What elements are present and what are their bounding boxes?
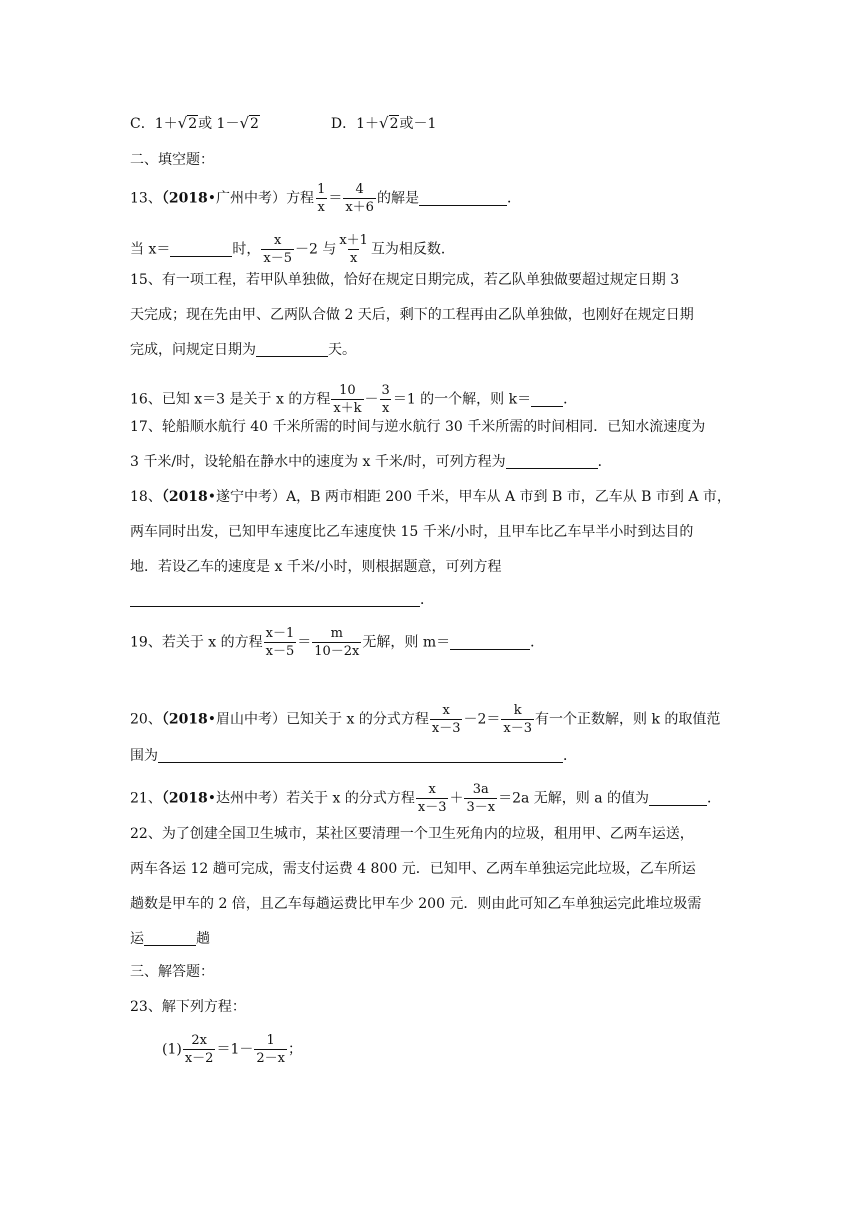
fraction [464, 781, 497, 816]
section-title: 二、填空题： [130, 152, 214, 168]
question-text: 互为相反数． [370, 241, 455, 258]
option-d-tail: 或－1 [399, 116, 437, 132]
numerator: x [273, 233, 282, 248]
fraction [312, 625, 361, 660]
fraction [430, 702, 463, 737]
question-text: 围为 [130, 748, 158, 764]
question-text: 的解是 [376, 190, 419, 207]
part-label: (1) [162, 1041, 182, 1058]
question-20-line-1 [130, 702, 720, 737]
question-16 [130, 382, 577, 417]
source-name: •眉山中考） [207, 711, 287, 728]
question-text: 3 千米/时，设轮船在静水中的速度为 x 千米/时，可列方程为 [130, 454, 506, 470]
numerator: x－1 [265, 626, 295, 641]
radicand: 2 [250, 116, 259, 132]
question-text: 若关于 x 的分式方程 [286, 790, 415, 807]
question-22-line-1: 22、为了创建全国卫生城市，某社区要清理一个卫生死角内的垃圾，租用甲、乙两车运送， [130, 826, 694, 842]
denominator: 2－x [256, 1051, 285, 1066]
question-17-line-1: 17、轮船顺水航行 40 千米所需的时间与逆水航行 30 千米所需的时间相同．已知水流速度为 [130, 419, 706, 435]
numerator: 3a [472, 782, 489, 797]
denominator: x－5 [265, 644, 295, 659]
fraction [501, 702, 534, 737]
question-end: ； [287, 1041, 302, 1058]
denominator: 10－2x [314, 644, 360, 659]
denominator: 3－x [466, 800, 496, 815]
source-name: •遂宁中考） [207, 489, 287, 505]
source-year: （2018 [161, 790, 208, 807]
numerator: x [442, 703, 450, 718]
question-end: ． [563, 391, 578, 408]
question-21 [130, 781, 721, 816]
question-end: ． [563, 748, 577, 764]
question-14 [130, 232, 455, 267]
numerator: x＋1 [339, 233, 368, 248]
question-22-line-3: 趟数是甲车的 2 倍，且乙车每趟运费比甲车少 200 元．则由此可知乙车单独运完此堆垃圾需 [130, 896, 702, 912]
question-text: 19、若关于 x 的方程 [130, 634, 263, 651]
question-20-line-2 [130, 746, 577, 766]
question-text: 趟 [196, 931, 210, 947]
answer-blank[interactable] [450, 635, 530, 650]
fraction [416, 781, 449, 816]
equals-sign: ＝ [297, 634, 312, 651]
question-17-line-2 [130, 452, 612, 472]
answer-blank[interactable] [256, 342, 328, 357]
fraction [261, 232, 294, 267]
answer-blank[interactable] [170, 242, 232, 257]
numerator: 3 [381, 383, 390, 398]
source-name: •广州中考） [207, 190, 287, 207]
denominator: x－3 [503, 721, 532, 736]
question-text: 方程 [286, 190, 315, 207]
answer-blank[interactable] [531, 392, 563, 407]
numerator: 1 [266, 1033, 275, 1048]
denominator: x－3 [431, 721, 461, 736]
question-text: 当 x＝ [130, 241, 171, 258]
question-text: 完成，问规定日期为 [130, 342, 256, 358]
answer-blank[interactable] [649, 791, 707, 806]
answer-blank[interactable] [506, 454, 598, 469]
question-text: 有一个正数解，则 k 的取值范 [535, 711, 721, 728]
source-year: （2018 [161, 190, 208, 207]
question-text: －2＝ [463, 711, 501, 728]
numerator: 1 [317, 182, 326, 197]
fraction [331, 382, 363, 417]
question-text: 已知关于 x 的分式方程 [286, 711, 429, 728]
question-15-line-1: 15、有一项工程，若甲队单独做，恰好在规定日期完成，若乙队单独做要超过规定日期 3 [130, 272, 680, 288]
denominator: x [382, 401, 390, 416]
answer-blank[interactable] [130, 592, 420, 607]
question-text: ＝1－ [216, 1041, 254, 1058]
question-end: ． [420, 592, 434, 608]
question-18-line-1 [130, 487, 731, 507]
option-d [331, 116, 437, 132]
question-number: 13、 [130, 190, 162, 207]
question-22-line-4 [130, 929, 210, 949]
fraction [315, 181, 327, 216]
fraction [254, 1032, 287, 1067]
source-year: （2018 [161, 711, 208, 728]
question-text: 时， [232, 241, 261, 258]
numerator: 10 [339, 383, 356, 398]
denominator: x＋6 [345, 200, 374, 215]
denominator: x－2 [184, 1051, 214, 1066]
source-name: •达州中考） [207, 790, 287, 807]
question-23-title: 23、解下列方程： [130, 999, 246, 1015]
source-year: （2018 [161, 489, 208, 505]
fraction [183, 1032, 216, 1067]
minus-sign: － [364, 391, 379, 408]
question-number: 20、 [130, 711, 162, 728]
answer-blank[interactable] [158, 748, 563, 763]
fraction [343, 181, 376, 216]
fraction [380, 382, 392, 417]
question-18-line-3: 地．若设乙车的速度是 x 千米/小时，则根据题意，可列方程 [130, 559, 502, 575]
question-text: －2 与 [294, 241, 337, 258]
sqrt-symbol: √2 [379, 114, 399, 132]
question-15-line-3 [130, 340, 356, 360]
q12-options [130, 113, 436, 134]
plus-sign: ＋ [449, 790, 464, 807]
question-18-line-4 [130, 590, 434, 610]
question-text: 16、已知 x＝3 是关于 x 的方程 [130, 391, 331, 408]
option-d-label: D．1＋ [330, 116, 379, 132]
question-15-line-2: 天完成；现在先由甲、乙两队合做 2 天后，剩下的工程再由乙队单独做，也刚好在规定日期 [130, 307, 694, 323]
numerator: m [330, 626, 343, 641]
radicand: 2 [188, 116, 198, 132]
question-22-line-2: 两车各运 12 趟可完成，需支付运费 4 800 元．已知甲、乙两车单独运完此垃圾，乙车所运 [130, 861, 696, 877]
option-c [130, 116, 264, 132]
answer-blank[interactable] [144, 931, 196, 946]
question-number: 21、 [130, 790, 162, 807]
answer-blank[interactable] [419, 191, 507, 206]
question-end: ． [707, 790, 722, 807]
denominator: x [317, 200, 325, 215]
question-text: 运 [130, 931, 144, 947]
question-end: ． [530, 634, 545, 651]
question-text: ＝1 的一个解，则 k＝ [392, 391, 532, 408]
question-end: ． [506, 190, 521, 207]
radicand: 2 [389, 116, 399, 132]
option-c-label: C．1＋ [130, 116, 178, 132]
question-text: ＝2a 无解，则 a 的值为 [498, 790, 650, 807]
option-c-mid: 或 1－ [198, 116, 240, 132]
question-13 [130, 181, 521, 216]
denominator: x＋k [333, 401, 362, 416]
sqrt-symbol: √2 [239, 114, 259, 132]
denominator: x－5 [263, 251, 292, 266]
section-title: 三、解答题： [130, 964, 214, 980]
denominator: x－3 [417, 800, 447, 815]
equals-sign: ＝ [328, 190, 343, 207]
question-19 [130, 625, 544, 660]
denominator: x [349, 251, 358, 266]
question-23-part-1 [162, 1032, 302, 1067]
question-end: ． [597, 454, 612, 470]
numerator: 2x [191, 1033, 207, 1048]
sqrt-symbol: √2 [177, 114, 198, 132]
fraction [337, 232, 370, 267]
numerator: k [513, 703, 522, 718]
numerator: 4 [355, 182, 364, 197]
numerator: x [428, 782, 436, 797]
question-18-line-2: 两车同时出发，已知甲车速度比乙车速度快 15 千米/小时，且甲车比乙车早半小时到达目的 [130, 524, 694, 540]
question-number: 18、 [130, 489, 162, 505]
question-text: 无解，则 m＝ [362, 634, 451, 651]
question-text: A，B 两市相距 200 千米，甲车从 A 市到 B 市，乙车从 B 市到 A 市， [286, 489, 731, 505]
question-text: 天。 [328, 342, 356, 358]
fraction [264, 625, 297, 660]
